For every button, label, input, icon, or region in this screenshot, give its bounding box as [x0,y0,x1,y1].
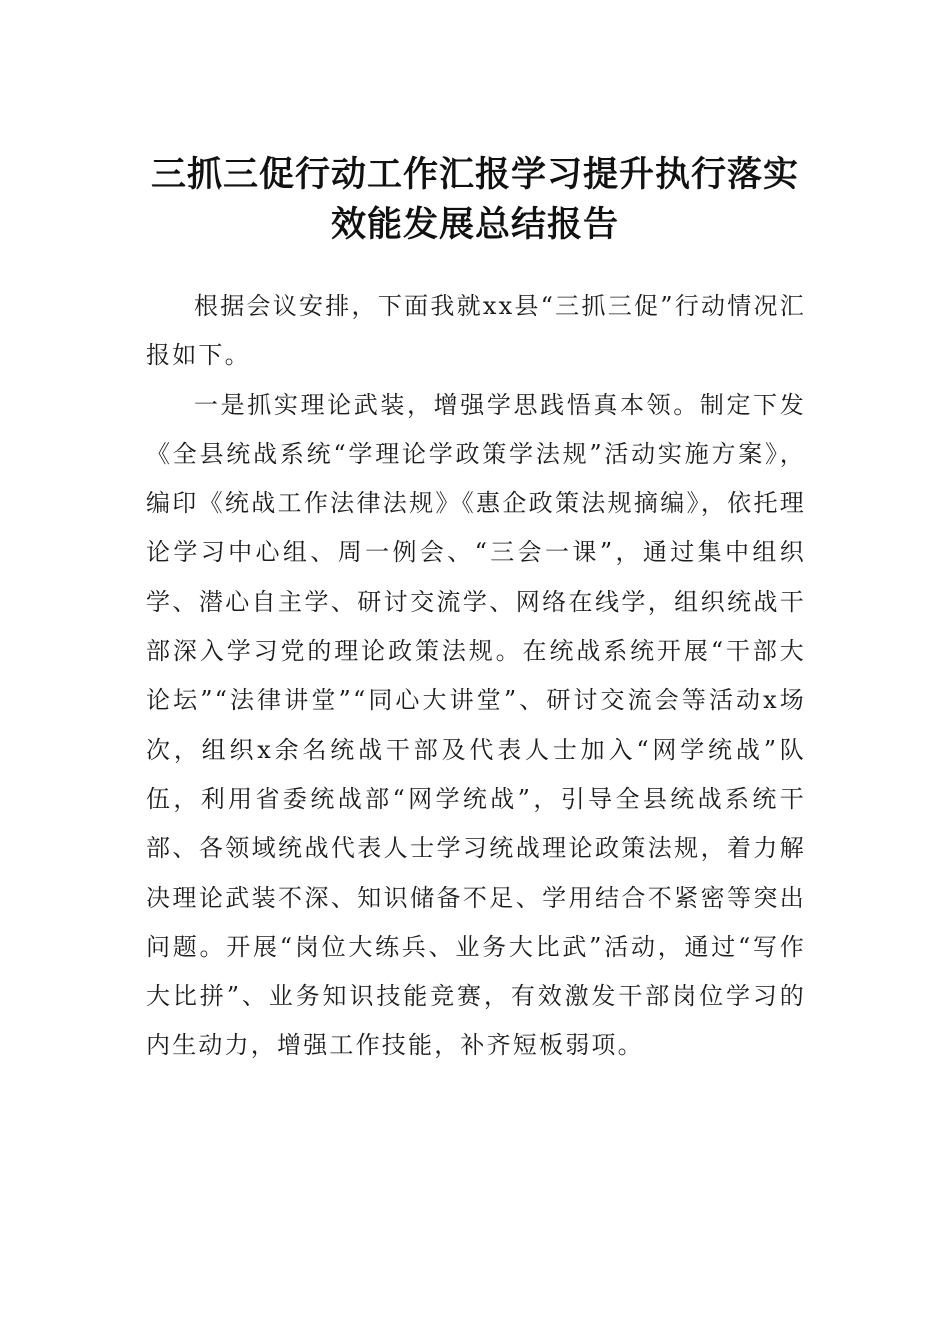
document-title [140,150,810,250]
title-line-1: 三抓三促行动工作汇报学习提升执行落实 [150,154,799,195]
paragraph-theory-study: 一是抓实理论武装，增强学思践悟真本领。制定下发《全县统战系统“学理论学政策学法规”活动实施方案》，编印《统战工作法律法规》《惠企政策法规摘编》，依托理论学习中心组、周一例会、“三会一课”，通过集中组织学、潜心自主学、研讨交流学、网络在线学，组织统战干部深入学习党的理论政策法规。在统战系统开展“干部大论坛”“法律讲堂”“同心大讲堂”、研讨交流会等活动x场次，组织x余名统战干部及代表人士加入“网学统战”队伍，利用省委统战部“网学统战”，引导全县统战系统干部、各领域统战代表人士学习统战理论政策法规，着力解决理论武装不深、知识储备不足、学用结合不紧密等突出问题。开展“岗位大练兵、业务大比武”活动，通过“写作大比拼”、业务知识技能竞赛，有效激发干部岗位学习的内生动力，增强工作技能，补齐短板弱项。 [146,390,806,1060]
paragraph-intro: 根据会议安排，下面我就xx县“三抓三促”行动情况汇报如下。 [146,292,806,370]
document-body [146,282,806,1071]
title-line-2: 效能发展总结报告 [330,204,619,245]
